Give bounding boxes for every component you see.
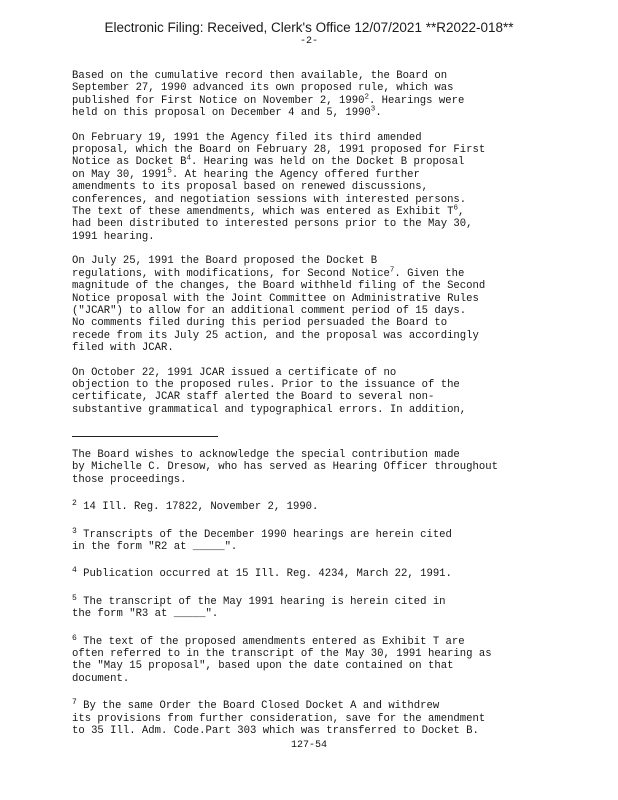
page-marker: -2- [299, 36, 318, 47]
footnote-2 [72, 498, 550, 513]
footnote-text: Publication occurred at 15 Ill. Reg. 4234, March 22, 1991. [76, 568, 452, 581]
footnote-4 [72, 565, 550, 580]
footnote-ref-2: 2 [364, 93, 369, 102]
paragraph-text: . Given the magnitude of the changes, the Board withheld filing of the Second Notice proposal with the Joint Committee on Administrative Rules ("JCAR") to allow for an additional comment period of 15 days. No comments filed during this period persuaded the Board to recede from its July 25 action, and the proposal was accordingly filed with JCAR. [72, 267, 486, 355]
footnote-number: 6 [72, 633, 77, 643]
footnote-number: 4 [72, 566, 77, 576]
paragraph-first-notice [72, 70, 550, 120]
footnote-6 [72, 633, 550, 686]
paragraph-second-notice [72, 255, 550, 354]
footnote-text: The transcript of the May 1991 hearing is herein cited in the form "R3 at _____". [72, 595, 446, 621]
footnote-ref-6: 6 [453, 204, 458, 213]
footnote-text: 14 Ill. Reg. 17822, November 2, 1990. [76, 501, 319, 514]
document-body [72, 70, 550, 428]
page-code: 127-54 [290, 740, 327, 751]
footnote-text: The Board wishes to acknowledge the special contribution made by Michelle C. Dresow, who has served as Hearing Officer throughout those proceedings. [72, 449, 498, 486]
paragraph-text: . At hearing the Agency offered further amendments to its proposal based on renewed discussions, conferences, and negotiation sessions with interested persons. The text of these amendments, which was entered as Exhibit T [72, 168, 467, 219]
footnote-number: 2 [72, 499, 77, 509]
footnotes [72, 446, 550, 750]
footnote-text: Transcripts of the December 1990 hearings are herein cited in the form "R2 at _____". [72, 528, 452, 554]
paragraph-text: , had been distributed to interested persons prior to the May 30, 1991 hearing. [72, 206, 473, 243]
footnote-ref-4: 4 [186, 154, 191, 163]
footnote-number: 3 [72, 526, 77, 536]
footnote-3 [72, 526, 550, 554]
footnote-ref-7: 7 [389, 266, 395, 275]
paragraph-text: On February 19, 1991 the Agency filed its third amended proposal, which the Board on February 28, 1991 proposed for First Notice as Docket B [72, 131, 486, 169]
footnote-5 [72, 593, 550, 621]
paragraph-text: . Hearing was held on the Docket B proposal on May 30, 1991 [72, 156, 465, 181]
footnote-7 [72, 697, 550, 737]
paragraph-text: On July 25, 1991 the Board proposed the Docket B regulations, with modifications, for Second Notice [72, 255, 390, 280]
paragraph-jcar: On October 22, 1991 JCAR issued a certificate of no objection to the proposed rules. Prior to the issuance of the certificate, JCAR staff alerted the Board to several non- substantive grammatical and typographical errors. In addition, [72, 366, 467, 416]
footnote-text: By the same Order the Board Closed Docket A and withdrew its provisions from further consideration, save for the amendment to 35 Ill. Adm. Code.Part 303 which was transferred to Docket B. [72, 700, 486, 738]
footnote-1 [72, 446, 550, 486]
footnote-ref-5: 5 [167, 167, 172, 176]
paragraph-text: . Hearings were held on this proposal on December 4 and 5, 1990 [72, 94, 465, 120]
footnote-text: The text of the proposed amendments entered as Exhibit T are often referred to in the transcript of the May 30, 1991 hearing as the "May 15 proposal", based upon the date contained on that document. [72, 635, 492, 685]
paragraph-text: Based on the cumulative record then available, the Board on September 27, 1990 advanced its own proposed rule, which was published for First Notice on November 2, 1990 [72, 70, 454, 107]
footnote-ref-3: 3 [370, 105, 376, 114]
footnote-divider [72, 436, 218, 437]
filing-stamp: Electronic Filing: Received, Clerk's Office 12/07/2021 **R2022-018** [104, 20, 514, 35]
footnote-number: 5 [72, 593, 77, 603]
footnote-number: 7 [72, 698, 77, 708]
paragraph-text: . [375, 107, 382, 120]
paragraph-docket-b [72, 132, 550, 244]
